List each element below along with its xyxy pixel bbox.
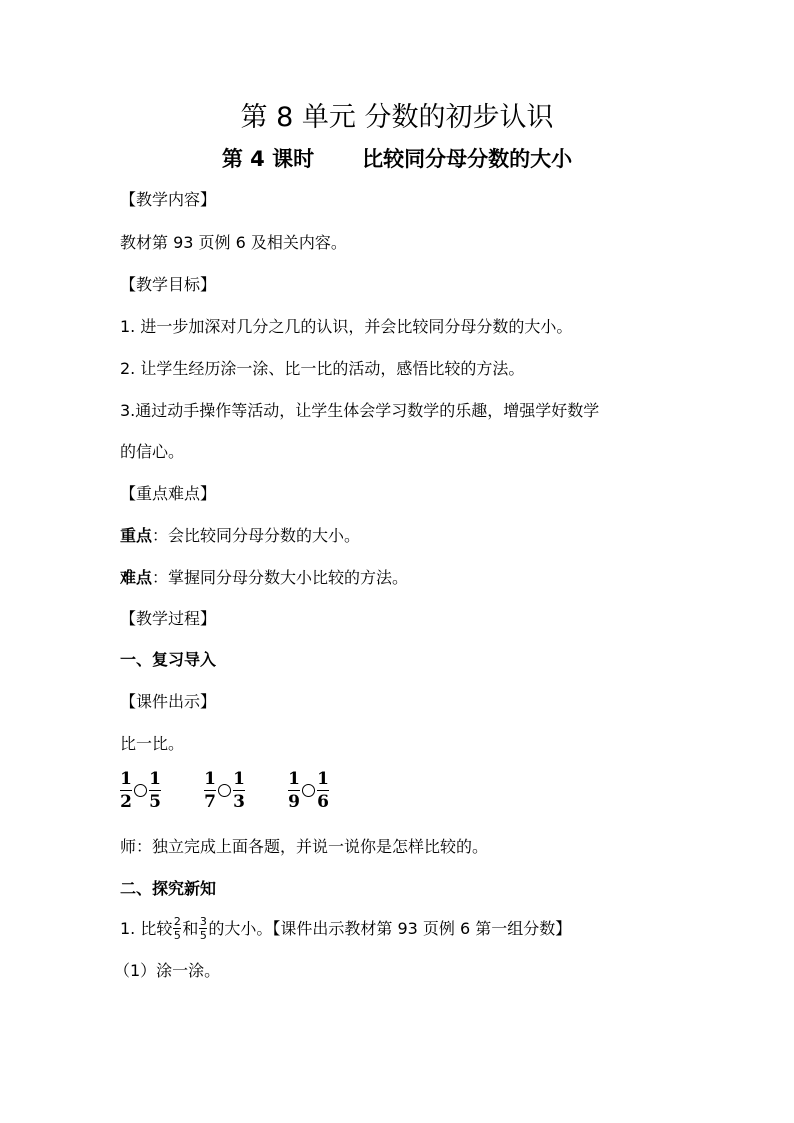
numerator: 1 [149,769,161,789]
part1-heading: 一、复习导入 [120,650,217,669]
numerator: 1 [233,769,245,789]
item1-prefix: 1. 比较 [120,919,173,938]
key-point-label: 重点 [120,526,153,545]
numerator: 1 [288,769,300,789]
fraction [149,770,161,811]
difficult-point [120,565,408,591]
item1-suffix: 的大小。【课件出示教材第 93 页例 6 第一组分数】 [208,919,572,938]
process-heading: 【教学过程】 [120,609,217,628]
fraction [233,770,245,811]
denominator: 6 [317,792,329,812]
teacher-text: 师：独立完成上面各题，并说一说你是怎样比较的。 [120,837,489,856]
compare-circle[interactable] [302,784,315,797]
denominator: 5 [173,929,181,942]
difficult-point-text: ：掌握同分母分数大小比较的方法。 [152,568,409,587]
compare-circle[interactable] [218,784,231,797]
difficult-point-label: 难点 [120,568,153,587]
numerator: 1 [120,769,132,789]
fraction [120,770,132,811]
inline-fraction [173,916,181,941]
compare-text: 比一比。 [120,734,185,753]
fraction [204,770,216,811]
denominator: 5 [149,792,161,812]
goal-item-continued: 的信心。 [120,442,185,461]
lesson-name: 比较同分母分数的大小 [362,147,573,171]
content-text: 教材第 93 页例 6 及相关内容。 [120,233,347,252]
goal-item: 3.通过动手操作等活动，让学生体会学习数学的乐趣，增强学好数学 [120,401,600,420]
fraction [317,770,329,811]
denominator: 2 [120,792,132,812]
fraction [288,770,300,811]
numerator: 1 [204,769,216,789]
key-difficulty-heading: 【重点难点】 [120,484,217,503]
fraction-pair [120,770,161,811]
goals-heading: 【教学目标】 [120,275,217,294]
inline-fraction [199,916,207,941]
numerator: 2 [173,915,181,928]
key-point-text: ：会比较同分母分数的大小。 [152,526,361,545]
numerator: 1 [317,769,329,789]
item1-and: 和 [182,919,199,938]
denominator: 7 [204,792,216,812]
fraction-pair [204,770,245,811]
item1-text [120,916,571,942]
goal-item: 2. 让学生经历涂一涂、比一比的活动，感悟比较的方法。 [120,359,525,378]
unit-title: 第 8 单元 分数的初步认识 [240,102,554,133]
content-heading: 【教学内容】 [120,190,217,209]
step1-text: （1）涂一涂。 [114,961,221,980]
compare-circle[interactable] [134,784,147,797]
fraction-pair [288,770,329,811]
denominator: 5 [199,929,207,942]
denominator: 9 [288,792,300,812]
part2-heading: 二、探究新知 [120,879,217,898]
denominator: 3 [233,792,245,812]
goal-item: 1. 进一步加深对几分之几的认识，并会比较同分母分数的大小。 [120,317,573,336]
slide-heading: 【课件出示】 [120,692,217,711]
lesson-title [0,144,794,174]
key-point [120,523,360,549]
numerator: 3 [199,915,207,928]
lesson-number: 第 4 课时 [221,147,315,171]
